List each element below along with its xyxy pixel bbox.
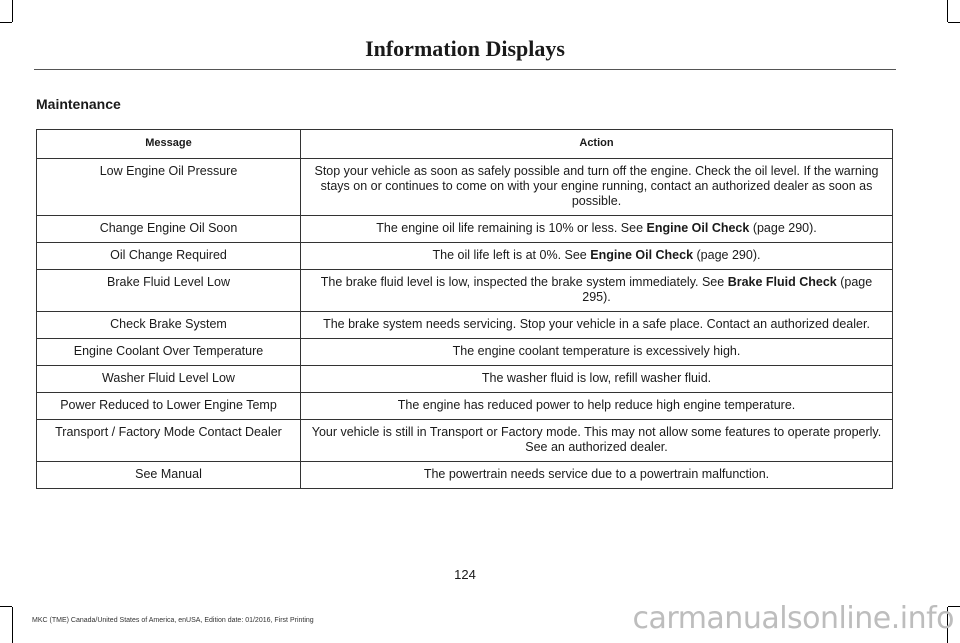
message-cell: Brake Fluid Level Low <box>37 270 301 312</box>
table-row <box>37 420 893 462</box>
action-cell: The engine has reduced power to help reduce high engine temperature. <box>301 393 893 420</box>
action-text: (page 295). <box>582 275 873 304</box>
action-cell <box>301 270 893 312</box>
edition-footer: MKC (TME) Canada/United States of America, enUSA, Edition date: 01/2016, First Printing <box>32 617 314 624</box>
message-cell: See Manual <box>37 462 301 489</box>
action-cell: The powertrain needs service due to a powertrain malfunction. <box>301 462 893 489</box>
page-number: 124 <box>454 567 476 582</box>
table-row <box>37 393 893 420</box>
section-heading: Maintenance <box>36 96 121 112</box>
table-row <box>37 216 893 243</box>
action-cell: The brake system needs servicing. Stop your vehicle in a safe place. Contact an authorized dealer. <box>301 312 893 339</box>
message-cell: Transport / Factory Mode Contact Dealer <box>37 420 301 462</box>
page-reference-link[interactable]: Engine Oil Check <box>590 248 694 262</box>
message-cell: Power Reduced to Lower Engine Temp <box>37 393 301 420</box>
table-row <box>37 312 893 339</box>
action-cell: Your vehicle is still in Transport or Factory mode. This may not allow some features to operate properly. See an authorized dealer. <box>301 420 893 462</box>
action-text: (page 290). <box>693 248 761 262</box>
watermark-logo: carmanualsonline.info <box>632 601 954 636</box>
table-row <box>37 339 893 366</box>
action-text: The brake fluid level is low, inspected the brake system immediately. See <box>320 275 728 289</box>
action-cell: The engine coolant temperature is excessively high. <box>301 339 893 366</box>
column-header-message: Message <box>37 130 301 159</box>
message-cell: Check Brake System <box>37 312 301 339</box>
action-text: The oil life left is at 0%. See <box>432 248 591 262</box>
crop-mark-top-right <box>947 0 948 22</box>
crop-mark-top-right <box>948 22 960 23</box>
table-row <box>37 159 893 216</box>
table-header-row <box>37 130 893 159</box>
page-reference-link[interactable]: Engine Oil Check <box>646 221 750 235</box>
action-cell: Stop your vehicle as soon as safely possible and turn off the engine. Check the oil level. If the warning stays on or continues to come on with your engine running, contact an authorized dealer as soon as possible. <box>301 159 893 216</box>
message-cell: Oil Change Required <box>37 243 301 270</box>
message-cell: Change Engine Oil Soon <box>37 216 301 243</box>
action-cell: The washer fluid is low, refill washer fluid. <box>301 366 893 393</box>
action-text: The engine oil life remaining is 10% or less. See <box>376 221 647 235</box>
maintenance-table <box>36 129 893 489</box>
table-row <box>37 366 893 393</box>
chapter-title: Information Displays <box>365 36 565 61</box>
crop-mark-bottom-left <box>12 607 13 643</box>
message-cell: Low Engine Oil Pressure <box>37 159 301 216</box>
table-row <box>37 270 893 312</box>
crop-mark-bottom-left <box>0 606 12 607</box>
table-row <box>37 243 893 270</box>
table-row <box>37 462 893 489</box>
message-cell: Engine Coolant Over Temperature <box>37 339 301 366</box>
page-reference-link[interactable]: Brake Fluid Check <box>727 275 837 289</box>
header-rule <box>34 69 896 70</box>
action-cell <box>301 216 893 243</box>
crop-mark-top-left <box>0 22 12 23</box>
action-text: (page 290). <box>749 221 817 235</box>
message-cell: Washer Fluid Level Low <box>37 366 301 393</box>
column-header-action: Action <box>301 130 893 159</box>
crop-mark-top-left <box>12 0 13 22</box>
action-cell <box>301 243 893 270</box>
